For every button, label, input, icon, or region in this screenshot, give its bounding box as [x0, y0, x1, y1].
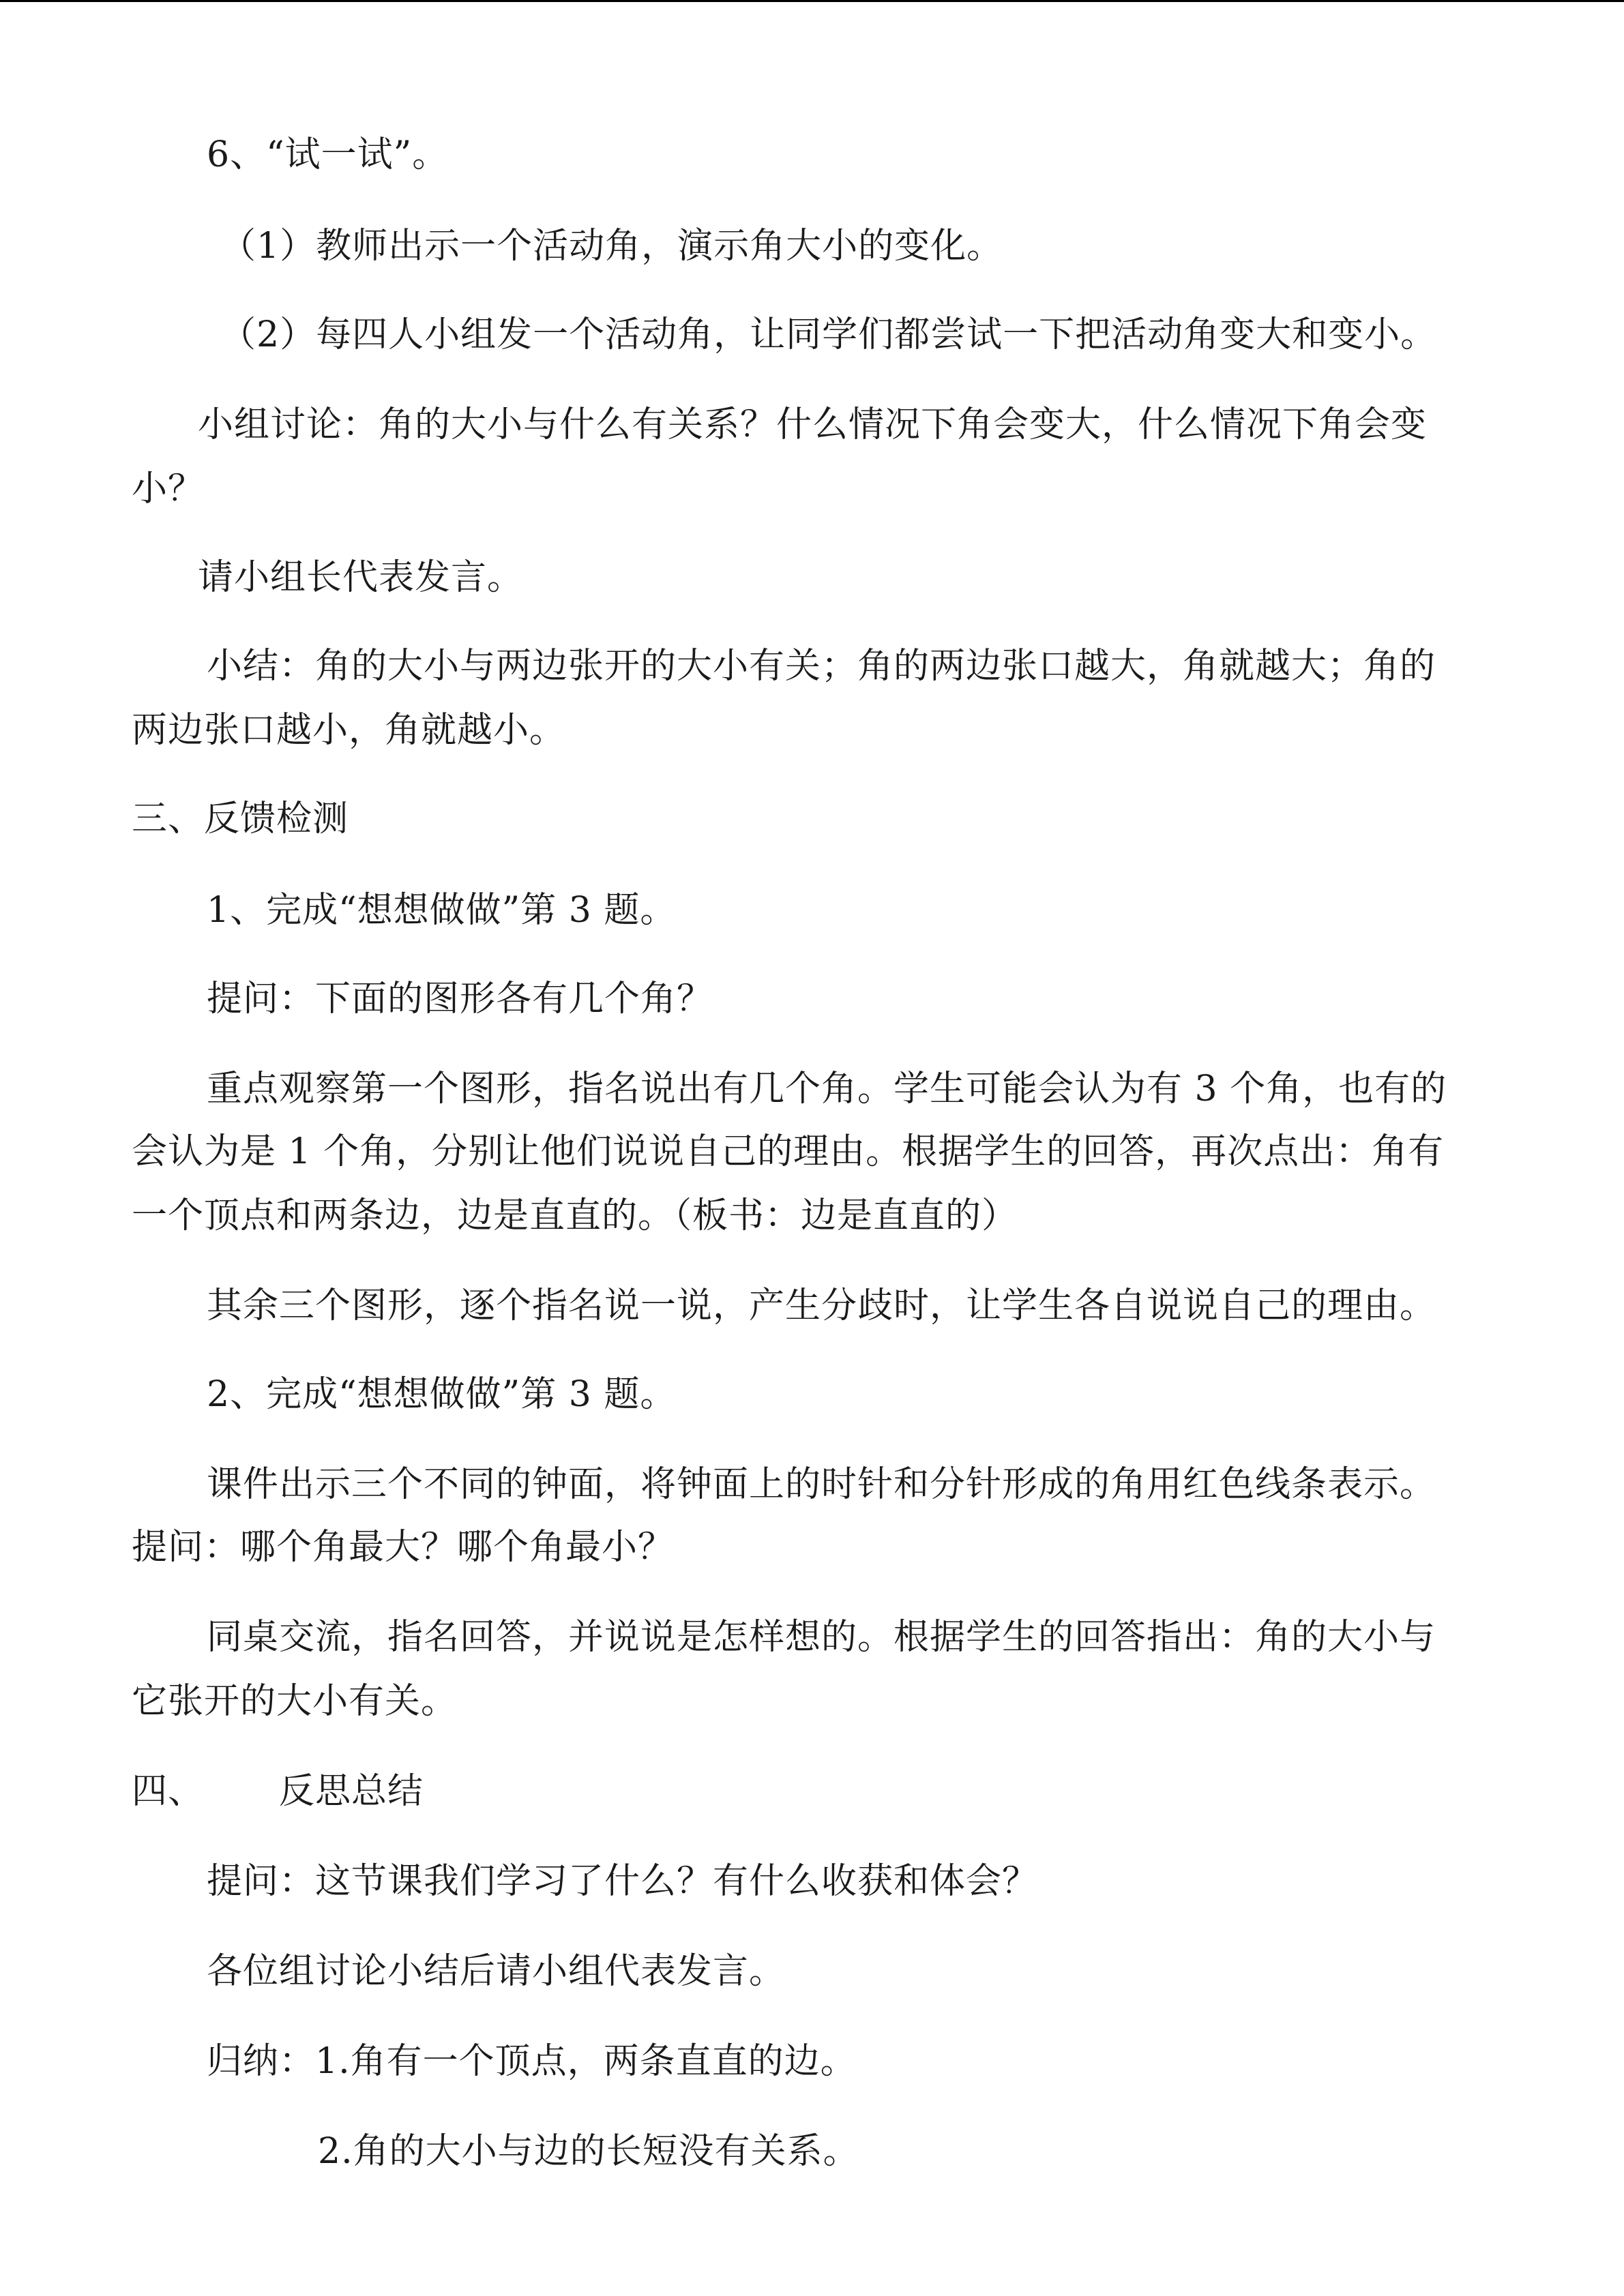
summary-line-1: 小结：角的大小与两边张开的大小有关；角的两边张口越大，角就越大；角的 [207, 646, 1436, 687]
section-6-title: 6、“试一试”。 [207, 134, 449, 175]
item-2: （2）每四人小组发一个活动角，让同学们都尝试一下把活动角变大和变小。 [220, 314, 1437, 355]
exchange-line-2: 它张开的大小有关。 [132, 1681, 458, 1722]
task-2: 2、完成“想想做做”第 3 题。 [207, 1374, 677, 1415]
question-2: 提问：这节课我们学习了什么？有什么收获和体会？ [207, 1861, 1039, 1902]
clock-line-1: 课件出示三个不同的钟面，将钟面上的时针和分针形成的角用红色线条表示。 [207, 1464, 1436, 1505]
summary-line-2: 两边张口越小，角就越小。 [132, 710, 566, 751]
heading-section-3: 三、反馈检测 [132, 799, 349, 839]
group-speak: 各位组讨论小结后请小组代表发言。 [207, 1951, 786, 1992]
discussion-line-2: 小？ [132, 468, 205, 509]
task-1: 1、完成“想想做做”第 3 题。 [207, 890, 677, 931]
observe-line-1: 重点观察第一个图形，指名说出有几个角。学生可能会认为有 3 个角，也有的 [207, 1069, 1447, 1109]
heading-4-text: 反思总结 [279, 1771, 424, 1812]
exchange-line-1: 同桌交流，指名回答，并说说是怎样想的。根据学生的回答指出：角的大小与 [207, 1617, 1436, 1658]
item-1: （1）教师出示一个活动角，演示角大小的变化。 [220, 226, 1003, 267]
leader-speak: 请小组长代表发言。 [198, 557, 524, 598]
rest-figures: 其余三个图形，逐个指名说一说，产生分歧时，让学生各自说说自己的理由。 [207, 1285, 1436, 1326]
question-1: 提问：下面的图形各有几个角？ [207, 979, 713, 1019]
observe-line-3: 一个顶点和两条边，边是直直的。（板书：边是直直的） [132, 1195, 1018, 1236]
observe-line-2: 会认为是 1 个角，分别让他们说说自己的理由。根据学生的回答，再次点出：角有 [132, 1131, 1445, 1172]
conclusion-1: 归纳：1.角有一个顶点，两条直直的边。 [207, 2041, 857, 2082]
conclusion-2: 2.角的大小与边的长短没有关系。 [318, 2131, 859, 2172]
heading-section-4 [132, 1771, 424, 1812]
clock-line-2: 提问：哪个角最大？哪个角最小？ [132, 1527, 675, 1568]
discussion-line-1: 小组讨论：角的大小与什么有关系？什么情况下角会变大，什么情况下角会变 [198, 404, 1428, 445]
heading-4-number: 四、 [132, 1771, 205, 1812]
